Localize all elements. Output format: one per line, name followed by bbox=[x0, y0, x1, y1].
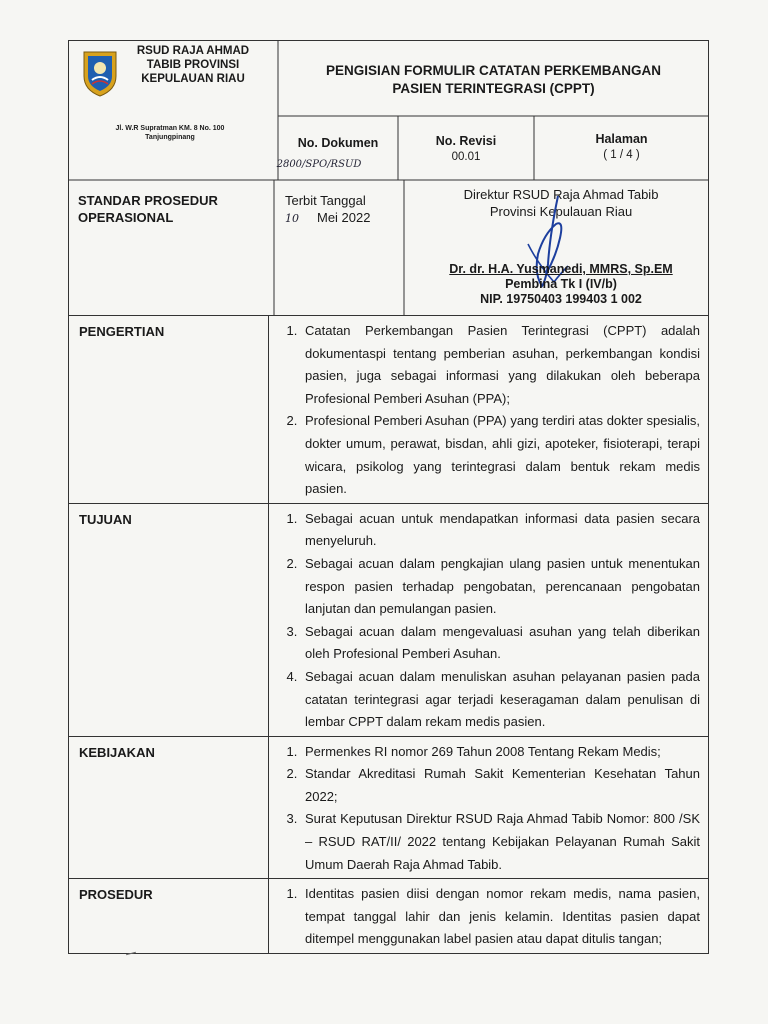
halaman-value: ( 1 / 4 ) bbox=[603, 149, 640, 161]
list-item: 1. Permenkes RI nomor 269 Tahun 2008 Tentang Rekam Medis; bbox=[301, 741, 700, 764]
organization-address: Jl. W.R Supratman KM. 8 No. 100 Tanjungpinang bbox=[115, 125, 225, 141]
halaman-label: Halaman bbox=[595, 132, 648, 146]
director-title: Direktur RSUD Raja Ahmad Tabib Provinsi Kepulauan Riau bbox=[463, 187, 659, 219]
signer-rank: Pembina Tk I (IV/b) bbox=[505, 277, 617, 291]
section-prosedur bbox=[68, 879, 709, 954]
section-kebijakan bbox=[68, 737, 709, 880]
sop-label: STANDAR PROSEDUR OPERASIONAL bbox=[78, 193, 218, 225]
section-pengertian bbox=[68, 316, 709, 504]
list-item: 3. Surat Keputusan Direktur RSUD Raja Ahmad Tabib Nomor: 800 /SK – RSUD RAT/II/ 2022 tentang Kebijakan Pelayanan Rumah Sakit Umum Daerah Raja Ahmad Tabib. bbox=[301, 808, 700, 876]
sop-content-table bbox=[68, 316, 709, 954]
terbit-month-year: Mei 2022 bbox=[317, 210, 371, 225]
document-title: PENGISIAN FORMULIR CATATAN PERKEMBANGAN PASIEN TERINTEGRASI (CPPT) bbox=[326, 63, 661, 96]
list-item: 3. Sebagai acuan dalam mengevaluasi asuhan yang telah diberikan oleh Profesional Pemberi Asuhan. bbox=[301, 621, 700, 666]
terbit-day: 10 bbox=[285, 212, 299, 225]
list-item: 2. Standar Akreditasi Rumah Sakit Kementerian Kesehatan Tahun 2022; bbox=[301, 763, 700, 808]
terbit-label: Terbit Tanggal bbox=[285, 193, 366, 208]
no-revisi-label: No. Revisi bbox=[435, 134, 497, 148]
terbit-tanggal bbox=[285, 192, 370, 227]
no-dokumen-value: 2800/SPO/RSUD bbox=[276, 159, 362, 170]
list-item: 2. Profesional Pemberi Asuhan (PPA) yang terdiri atas dokter spesialis, dokter umum, perawat, bisdan, ahli gizi, apoteker, fisioterapi, terapi wicara, psikolog yang terintegrasi dalam bentuk rekam medis pasien. bbox=[301, 410, 700, 500]
signature-block bbox=[413, 262, 709, 307]
section-tujuan bbox=[68, 504, 709, 737]
list-item: 2. Sebagai acuan dalam pengkajian ulang pasien untuk menentukan respon pasien terhadap pengobatan, perencanaan pengobatan lanjutan dan pemulangan pasien. bbox=[301, 553, 700, 621]
list-item: 4. Sebagai acuan dalam menuliskan asuhan pelayanan pasien pada catatan terintegrasi agar terjadi keseragaman dalam penulisan di lembar CPPT dalam rekam medis pasien. bbox=[301, 666, 700, 734]
list-item: 1. Catatan Perkembangan Pasien Terintegrasi (CPPT) adalah dokumentaspi tentang pemberian asuhan, perkembangan kondisi pasien, juga sebagai informasi yang dilakukan oleh beberapa Profesional Pemberi Asuhan (PPA); bbox=[301, 320, 700, 410]
list-item: 1. Identitas pasien diisi dengan nomor rekam medis, nama pasien, tempat tanggal lahir dan jenis kelamin. Identitas pasien dapat ditempel menggunakan label pasien atau dapat ditulis tangan; bbox=[301, 883, 700, 951]
section-label: TUJUAN bbox=[69, 504, 269, 736]
no-revisi-value: 00.01 bbox=[451, 151, 481, 163]
no-dokumen-label: No. Dokumen bbox=[297, 136, 379, 150]
organization-name: RSUD RAJA AHMAD TABIB PROVINSI KEPULAUAN RIAU bbox=[136, 45, 250, 85]
section-label: KEBIJAKAN bbox=[69, 737, 269, 879]
signer-name: Dr. dr. H.A. Yusmanedi, MMRS, Sp.EM bbox=[449, 262, 673, 276]
signer-nip: NIP. 19750403 199403 1 002 bbox=[480, 292, 642, 306]
section-label: PENGERTIAN bbox=[69, 316, 269, 503]
section-label: PROSEDUR bbox=[69, 879, 269, 953]
sop-header-table bbox=[68, 40, 709, 316]
list-item: 1. Sebagai acuan untuk mendapatkan informasi data pasien secara menyeluruh. bbox=[301, 508, 700, 553]
